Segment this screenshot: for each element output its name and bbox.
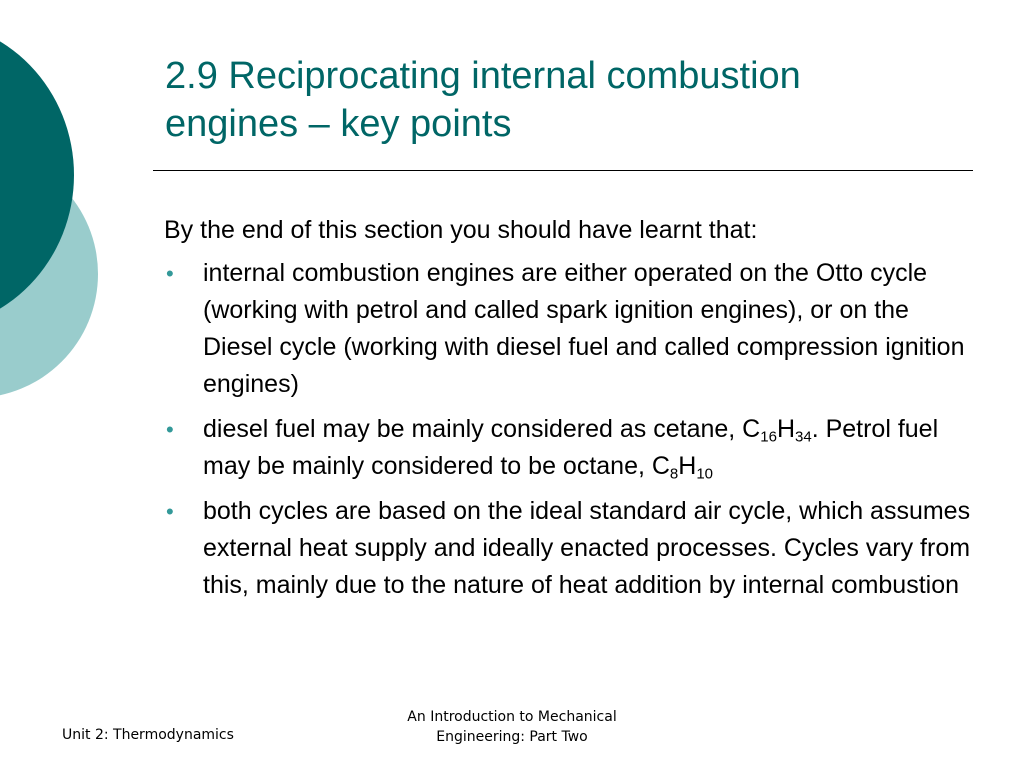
bullet-text-part: H [678,452,697,480]
subscript: 10 [696,465,714,483]
bullet-text-part: H [776,415,795,443]
key-points-list [164,255,979,604]
subscript: 8 [669,465,679,483]
bullet-item [164,411,979,485]
bullet-icon: • [166,499,174,524]
bullet-text-part: . Petrol fuel may be mainly considered to be octane, C [203,415,939,480]
footer-course-line-1: An Introduction to Mechanical [407,709,617,725]
subscript: 16 [760,428,777,446]
slide-body [164,212,979,612]
title-line-2: engines – key points [165,103,512,145]
bullet-icon: • [166,417,174,442]
bullet-item [164,255,979,403]
footer-course [362,707,662,747]
bullet-text [203,415,939,483]
bullet-text: internal combustion engines are either operated on the Otto cycle (working with petrol and called spark ignition engines), or on the Diesel cycle (working with diesel fuel and called compression ignition engines) [203,259,965,398]
footer-course-line-2: Engineering: Part Two [436,729,588,745]
subscript: 34 [795,428,812,446]
bullet-text-part: diesel fuel may be mainly considered as cetane, C [203,415,761,443]
slide-title [165,52,985,148]
bullet-text: both cycles are based on the ideal standard air cycle, which assumes external heat supply and ideally enacted processes. Cycles vary from this, mainly due to the nature of heat addition by internal combustion [203,497,971,599]
bullet-item [164,493,979,604]
title-line-1: 2.9 Reciprocating internal combustion [165,55,801,97]
title-divider [153,170,973,171]
intro-text: By the end of this section you should have learnt that: [164,216,758,244]
footer-unit: Unit 2: Thermodynamics [62,727,234,743]
bullet-icon: • [166,261,174,286]
